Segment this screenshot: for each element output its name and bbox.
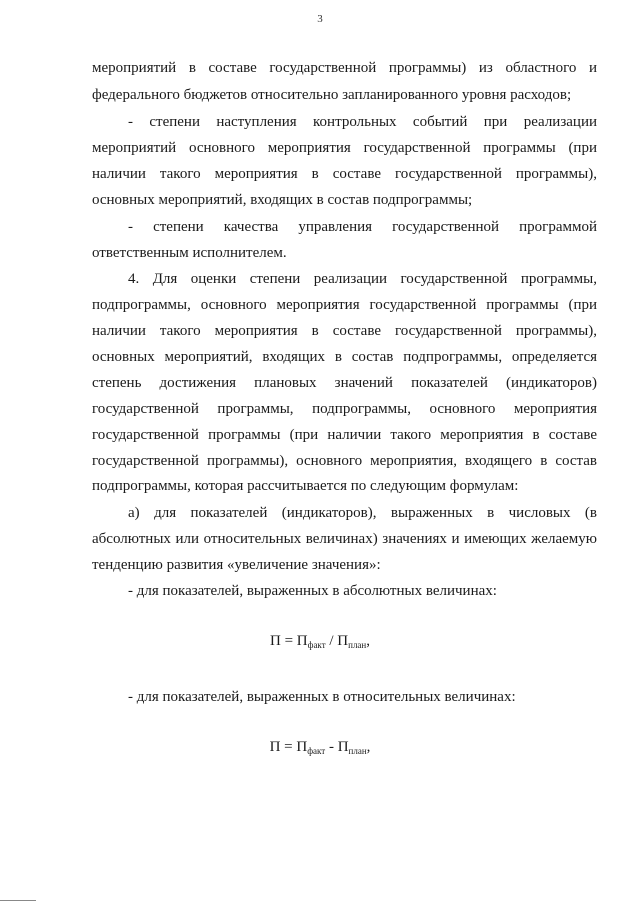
formula-relative: $П = П_{факт} - П_{план}$,	[269, 739, 371, 756]
text-line: - степени наступления контрольных событий при реализации	[128, 114, 597, 130]
text-line: а) для показателей (индикаторов), выраженных в числовых (в	[128, 505, 597, 521]
text-line: - для показателей, выраженных в абсолютных величинах:	[128, 583, 497, 599]
page-edge-mark	[0, 900, 36, 901]
formula-absolute: $П = П_{факт} / П_{план}$,	[269, 633, 370, 650]
text-line-relative: - для показателей, выраженных в относительных величинах:	[128, 689, 516, 705]
page-number: 3	[317, 13, 323, 25]
text-line: - степени качества управления государственной программой	[128, 219, 597, 235]
text-line: ответственным исполнителем.	[92, 245, 287, 261]
text-line: государственной программы, подпрограммы, основного мероприятия	[92, 401, 597, 417]
text-line: 4. Для оценки степени реализации государственной программы,	[128, 271, 597, 287]
text-line: государственной программы), основного мероприятия, входящего в состав	[92, 453, 597, 469]
text-line: основных мероприятий, входящих в состав подпрограммы, определяется	[92, 349, 597, 365]
text-line: тенденцию развития «увеличение значения»:	[92, 557, 381, 573]
text-line: подпрограммы, которая рассчитывается по следующим формулам:	[92, 478, 519, 494]
text-line: мероприятий в составе государственной программы) из областного и	[92, 60, 597, 76]
text-line: степень достижения плановых значений показателей (индикаторов)	[92, 375, 597, 391]
text-line: абсолютных или относительных величинах) значениях и имеющих желаемую	[92, 531, 597, 547]
text-line: подпрограммы, основного мероприятия государственной программы (при	[92, 297, 597, 313]
text-line: государственной программы (при наличии такого мероприятия в составе	[92, 427, 597, 443]
text-line: наличии такого мероприятия в составе государственной программы),	[92, 323, 597, 339]
text-line: основных мероприятий, входящих в состав подпрограммы;	[92, 192, 473, 208]
text-line: мероприятий основного мероприятия государственной программы (при	[92, 140, 597, 156]
text-line: наличии такого мероприятия в составе государственной программы),	[92, 166, 597, 182]
text-line: федерального бюджетов относительно запланированного уровня расходов;	[92, 87, 572, 103]
